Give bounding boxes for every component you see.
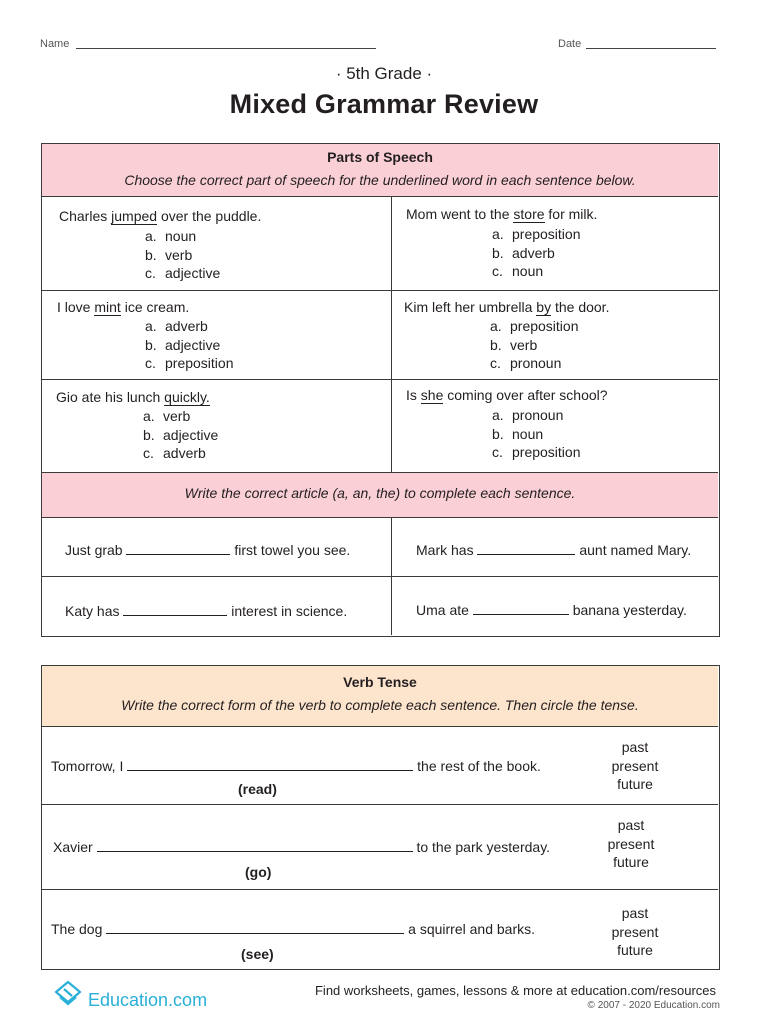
verb-hint: (read) xyxy=(238,781,277,797)
option-b[interactable]: b. adjective xyxy=(145,336,221,353)
underlined-word: jumped xyxy=(111,208,158,224)
underlined-word: she xyxy=(420,387,444,403)
question-sentence: Mom went to the store for milk. xyxy=(406,206,598,222)
option-b[interactable]: b. noun xyxy=(492,425,544,442)
underlined-word: by xyxy=(536,299,552,315)
article-sentence: Mark has aunt named Mary. xyxy=(416,542,692,558)
verb-hint: (go) xyxy=(245,864,272,880)
education-logo-icon[interactable] xyxy=(52,978,86,1013)
option-c[interactable]: c. adverb xyxy=(143,445,206,461)
answer-blank[interactable] xyxy=(123,603,227,616)
answer-options xyxy=(492,225,581,281)
option-a[interactable]: a. preposition xyxy=(490,318,579,334)
tense-future[interactable]: future xyxy=(617,942,653,958)
question-sentence: Charles jumped over the puddle. xyxy=(59,208,262,224)
tense-choices xyxy=(595,738,675,794)
option-a[interactable]: a. noun xyxy=(145,228,197,244)
article-sentence: Katy has interest in science. xyxy=(65,603,348,619)
verb-sentence: The dog a squirrel and barks. xyxy=(51,921,535,937)
tense-future[interactable]: future xyxy=(617,776,653,792)
parts-of-speech-header xyxy=(42,144,718,196)
underlined-word: quickly. xyxy=(164,389,210,405)
answer-blank[interactable] xyxy=(106,921,404,934)
tense-present[interactable]: present xyxy=(607,835,655,852)
option-b[interactable]: b. adverb xyxy=(492,244,555,261)
option-c[interactable]: c. pronoun xyxy=(490,355,562,371)
answer-options xyxy=(490,317,579,373)
article-sentence: Just grab first towel you see. xyxy=(65,542,351,558)
tense-choices xyxy=(595,904,675,960)
answer-options xyxy=(143,407,218,463)
verb-hint: (see) xyxy=(241,946,274,962)
articles-header xyxy=(42,473,718,517)
question-sentence: Is she coming over after school? xyxy=(406,387,608,403)
resources-link[interactable]: Find worksheets, games, lessons & more at education.com/resources xyxy=(314,983,716,998)
parts-of-speech-table xyxy=(41,143,720,637)
tense-future[interactable]: future xyxy=(613,854,649,870)
verb-tense-header xyxy=(42,666,718,726)
option-c[interactable]: c. preposition xyxy=(145,355,234,371)
answer-blank[interactable] xyxy=(126,542,230,555)
tense-choices xyxy=(591,816,671,872)
underlined-word: mint xyxy=(94,299,121,315)
grade-subtitle: · 5th Grade · xyxy=(335,64,433,83)
answer-blank[interactable] xyxy=(473,602,569,615)
question-sentence: Gio ate his lunch quickly. xyxy=(56,389,210,405)
copyright-text: © 2007 - 2020 Education.com xyxy=(587,1000,720,1011)
name-label: Name xyxy=(40,38,70,50)
option-a[interactable]: a. adverb xyxy=(145,318,208,334)
tense-present[interactable]: present xyxy=(611,923,659,940)
page-title: Mixed Grammar Review xyxy=(229,89,539,119)
tense-past[interactable]: past xyxy=(617,817,645,833)
option-b[interactable]: b. adjective xyxy=(143,426,219,443)
tense-past[interactable]: past xyxy=(621,739,649,755)
article-sentence: Uma ate banana yesterday. xyxy=(416,602,687,618)
answer-blank[interactable] xyxy=(127,758,413,771)
option-a[interactable]: a. verb xyxy=(143,408,191,424)
answer-blank[interactable] xyxy=(477,542,575,555)
option-a[interactable]: a. pronoun xyxy=(492,407,564,423)
section-title: Verb Tense xyxy=(343,674,417,690)
section-instruction: Write the correct form of the verb to complete each sentence. Then circle the tense. xyxy=(121,697,639,713)
option-c[interactable]: c. adjective xyxy=(145,265,221,281)
answer-options xyxy=(145,227,220,283)
verb-sentence: Xavier to the park yesterday. xyxy=(53,839,551,855)
verb-sentence: Tomorrow, I the rest of the book. xyxy=(51,758,541,774)
section-instruction: Choose the correct part of speech for the underlined word in each sentence below. xyxy=(124,172,636,188)
option-b[interactable]: b. verb xyxy=(490,336,538,353)
answer-options xyxy=(492,406,581,462)
answer-blank[interactable] xyxy=(97,839,413,852)
articles-instruction: Write the correct article (a, an, the) to complete each sentence. xyxy=(184,485,576,501)
option-c[interactable]: c. preposition xyxy=(492,444,581,460)
option-c[interactable]: c. noun xyxy=(492,263,544,279)
date-label: Date xyxy=(558,38,582,50)
option-a[interactable]: a. preposition xyxy=(492,226,581,242)
name-field[interactable] xyxy=(76,48,376,49)
tense-present[interactable]: present xyxy=(611,757,659,774)
verb-tense-table xyxy=(41,665,720,970)
section-title: Parts of Speech xyxy=(327,149,433,165)
tense-past[interactable]: past xyxy=(621,905,649,921)
underlined-word: store xyxy=(513,206,545,222)
answer-options xyxy=(145,317,234,373)
brand-name[interactable]: Education.com xyxy=(88,990,208,1010)
question-sentence: I love mint ice cream. xyxy=(57,299,190,315)
option-b[interactable]: b. verb xyxy=(145,246,193,263)
question-sentence: Kim left her umbrella by the door. xyxy=(404,299,610,315)
date-field[interactable] xyxy=(586,48,716,49)
